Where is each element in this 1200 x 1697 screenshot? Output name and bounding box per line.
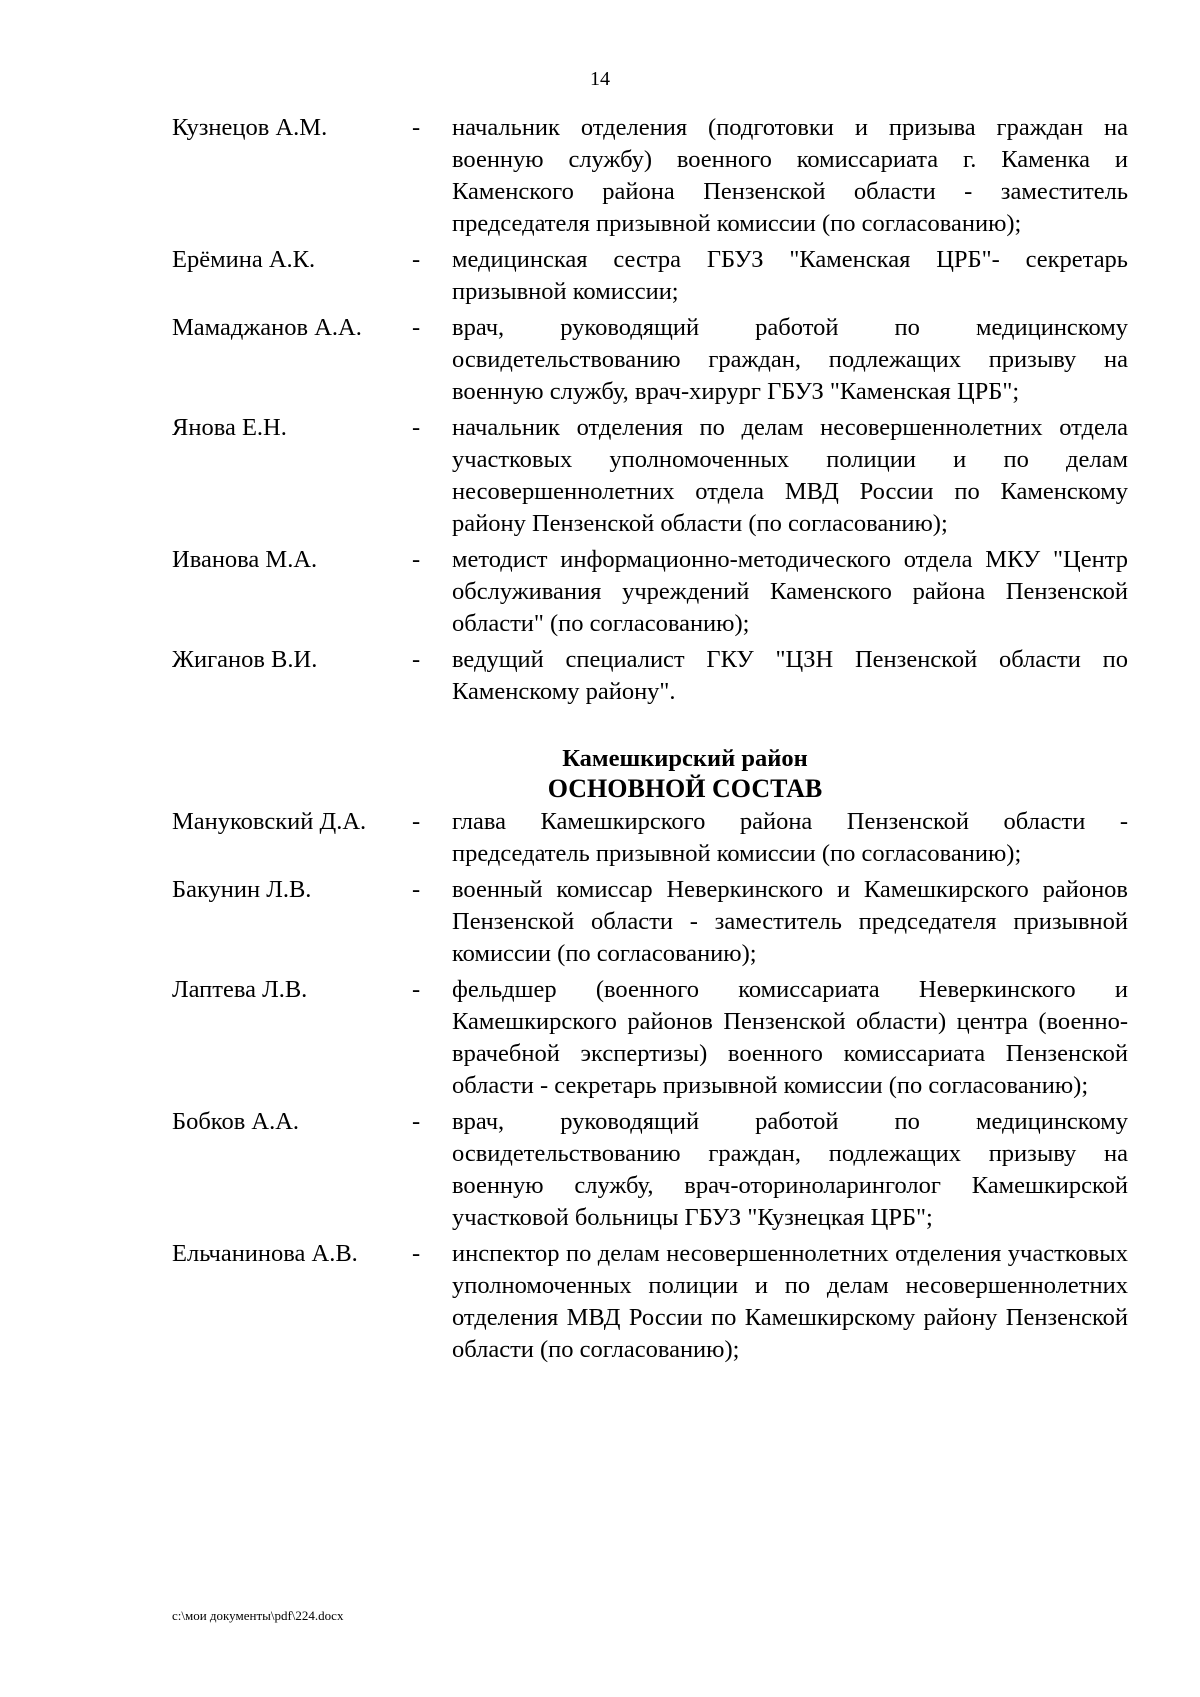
member-role: инспектор по делам несовершеннолетних отделения участковых уполномоченных полиции и по делам несовершеннолетних отделения МВД России по Камешкирскому району Пензенской области (по согласованию); xyxy=(452,1240,1128,1363)
member-name: Кузнецов А.М. xyxy=(172,114,328,141)
member-role: врач, руководящий работой по медицинскому освидетельствованию граждан, подлежащих призыву на военную службу, врач-оториноларинголог Камешкирской участковой больницы ГБУЗ "Кузнецкая ЦРБ"; xyxy=(452,1108,1128,1231)
member-entry xyxy=(172,1238,1128,1366)
member-entry xyxy=(172,412,1128,540)
member-dash: - xyxy=(412,1108,421,1135)
member-dash: - xyxy=(412,246,421,273)
member-dash: - xyxy=(412,976,421,1003)
member-entry xyxy=(172,806,1128,870)
member-entry xyxy=(172,112,1128,240)
member-role: военный комиссар Неверкинского и Камешкирского районов Пензенской области - заместитель председателя призывной комиссии (по согласованию); xyxy=(452,876,1128,967)
member-role: врач, руководящий работой по медицинскому освидетельствованию граждан, подлежащих призыву на военную службу, врач-хирург ГБУЗ "Каменская ЦРБ"; xyxy=(452,314,1128,405)
page-number: 14 xyxy=(590,68,610,90)
member-name: Бобков А.А. xyxy=(172,1108,300,1135)
member-name: Янова Е.Н. xyxy=(172,414,287,441)
member-dash: - xyxy=(412,546,421,573)
member-name: Лаптева Л.В. xyxy=(172,976,308,1003)
member-name: Ерёмина А.К. xyxy=(172,246,316,273)
file-path-footer: c:\мои документы\pdf\224.docx xyxy=(172,1608,344,1623)
member-name: Жиганов В.И. xyxy=(172,646,318,673)
member-entry xyxy=(172,874,1128,970)
member-dash: - xyxy=(412,314,421,341)
member-role: глава Камешкирского района Пензенской области - председатель призывной комиссии (по согласованию); xyxy=(452,808,1128,867)
member-dash: - xyxy=(412,808,421,835)
member-entry xyxy=(172,312,1128,408)
member-name: Мануковский Д.А. xyxy=(172,808,367,835)
member-dash: - xyxy=(412,414,421,441)
member-role: начальник отделения (подготовки и призыва граждан на военную службу) военного комиссариата г. Каменка и Каменского района Пензенской области - заместитель председателя призывной комиссии (по согласованию); xyxy=(452,114,1128,237)
member-entry xyxy=(172,244,1128,308)
section-title: Камешкирский район xyxy=(562,745,808,772)
member-name: Мамаджанов А.А. xyxy=(172,314,362,341)
member-dash: - xyxy=(412,1240,421,1267)
member-entry xyxy=(172,1106,1128,1234)
member-entry xyxy=(172,544,1128,640)
section-header xyxy=(172,744,1128,804)
member-role: фельдшер (военного комиссариата Неверкинского и Камешкирского районов Пензенской области) центра (военно-врачебной экспертизы) военного комиссариата Пензенской области - секретарь призывной комиссии (по согласованию); xyxy=(452,976,1128,1099)
member-dash: - xyxy=(412,114,421,141)
member-role: медицинская сестра ГБУЗ "Каменская ЦРБ"- секретарь призывной комиссии; xyxy=(452,246,1128,305)
member-role: начальник отделения по делам несовершеннолетних отдела участковых уполномоченных полиции и по делам несовершеннолетних отдела МВД России по Каменскому району Пензенской области (по согласованию); xyxy=(452,414,1128,537)
member-role: методист информационно-методического отдела МКУ "Центр обслуживания учреждений Каменского района Пензенской области" (по согласованию); xyxy=(452,546,1128,637)
member-role: ведущий специалист ГКУ "ЦЗН Пензенской области по Каменскому району". xyxy=(452,646,1128,705)
section-subtitle: ОСНОВНОЙ СОСТАВ xyxy=(547,774,823,803)
member-name: Ельчанинова А.В. xyxy=(172,1240,358,1267)
member-entry xyxy=(172,974,1128,1102)
member-name: Иванова М.А. xyxy=(172,546,318,573)
member-entry xyxy=(172,644,1128,708)
member-dash: - xyxy=(412,876,421,903)
member-dash: - xyxy=(412,646,421,673)
member-name: Бакунин Л.В. xyxy=(172,876,312,903)
document-body xyxy=(172,112,1128,1370)
